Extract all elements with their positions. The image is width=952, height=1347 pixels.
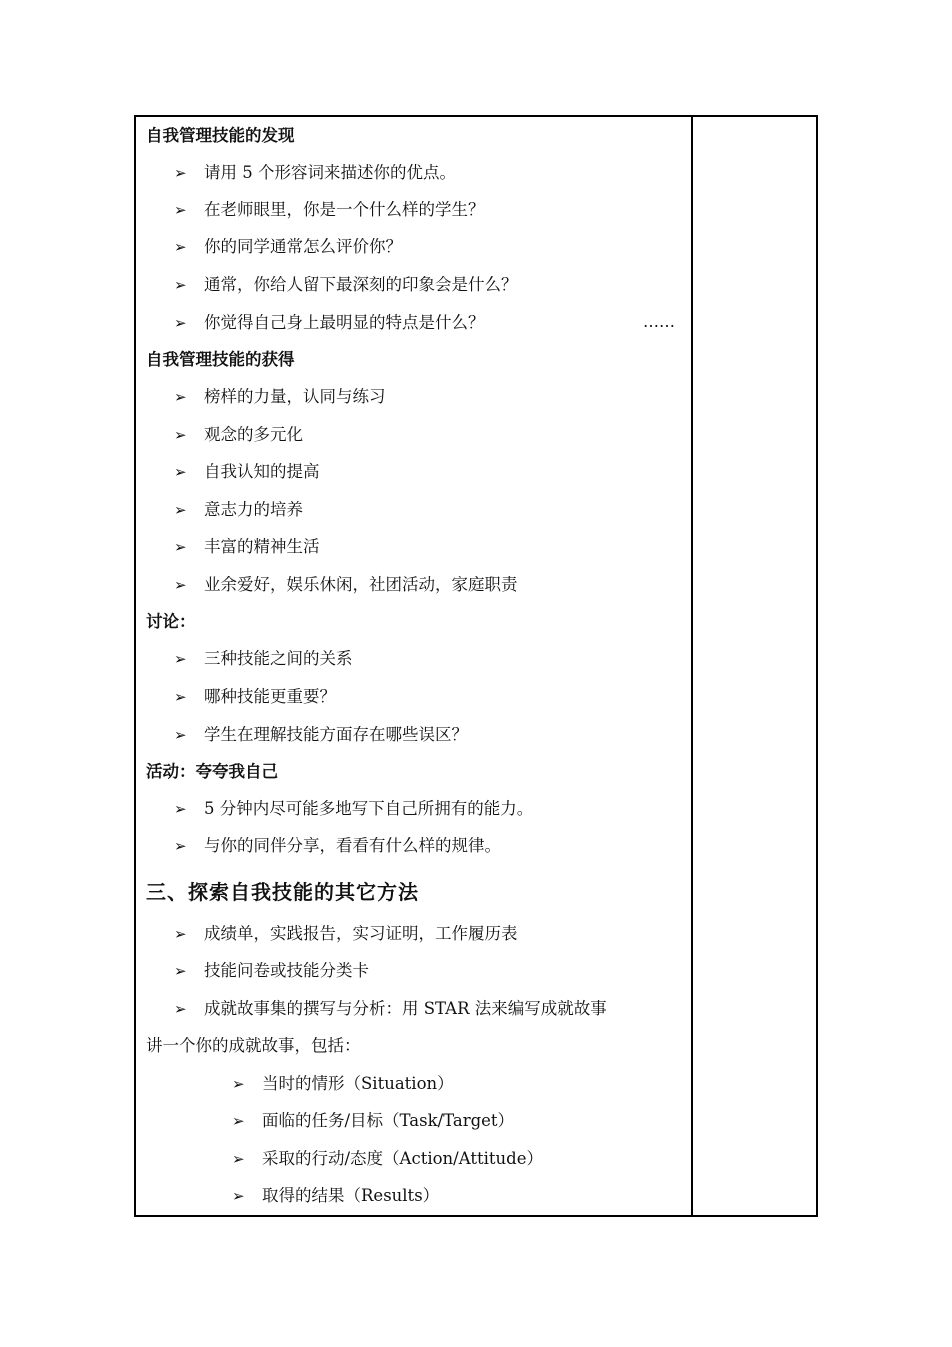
list-item: ➢ 业余爱好，娱乐休闲，社团活动，家庭职责 [174,575,518,594]
arrow-bullet-icon: ➢ [174,962,187,980]
list-item: ➢ 自我认知的提高 [174,462,320,481]
arrow-bullet-icon: ➢ [174,276,187,294]
section-title-acquisition: 自我管理技能的获得 [146,350,295,369]
ellipsis: …… [643,312,675,331]
list-item: ➢ 学生在理解技能方面存在哪些误区？ [174,725,468,744]
arrow-bullet-icon: ➢ [174,463,187,481]
list-item: ➢ 丰富的精神生活 [174,537,320,556]
section-title-activity: 活动：夸夸我自己 [146,762,278,781]
list-item: ➢ 成就故事集的撰写与分析：用 STAR 法来编写成就故事 [174,999,607,1018]
section-title-discovery: 自我管理技能的发现 [146,126,295,145]
arrow-bullet-icon: ➢ [174,538,187,556]
list-item: ➢ 你觉得自己身上最明显的特点是什么？ [174,313,485,332]
sub-list-item: ➢ 当时的情形（Situation） [232,1074,454,1093]
list-item: ➢ 与你的同伴分享，看看有什么样的规律。 [174,836,501,855]
arrow-bullet-icon: ➢ [232,1150,245,1168]
arrow-bullet-icon: ➢ [174,501,187,519]
arrow-bullet-icon: ➢ [174,650,187,668]
list-item: ➢ 在老师眼里，你是一个什么样的学生？ [174,200,485,219]
arrow-bullet-icon: ➢ [174,837,187,855]
lesson-table [134,115,818,1217]
arrow-bullet-icon: ➢ [174,576,187,594]
list-item: ➢ 成绩单，实践报告，实习证明，工作履历表 [174,924,518,943]
sub-list-item: ➢ 取得的结果（Results） [232,1186,440,1205]
arrow-bullet-icon: ➢ [174,164,187,182]
arrow-bullet-icon: ➢ [174,314,187,332]
list-item: ➢ 请用 5 个形容词来描述你的优点。 [174,163,456,182]
list-item: ➢ 5 分钟内尽可能多地写下自己所拥有的能力。 [174,799,534,818]
arrow-bullet-icon: ➢ [232,1112,245,1130]
list-item: ➢ 哪种技能更重要？ [174,687,336,706]
list-item: ➢ 观念的多元化 [174,425,303,444]
column-divider [691,117,693,1215]
arrow-bullet-icon: ➢ [232,1187,245,1205]
arrow-bullet-icon: ➢ [174,238,187,256]
section-title-discussion: 讨论： [146,612,196,631]
paragraph-continuation: 讲一个你的成就故事，包括： [146,1036,361,1055]
arrow-bullet-icon: ➢ [174,1000,187,1018]
list-item: ➢ 意志力的培养 [174,500,303,519]
arrow-bullet-icon: ➢ [174,726,187,744]
list-item: ➢ 技能问卷或技能分类卡 [174,961,369,980]
list-item: ➢ 三种技能之间的关系 [174,649,353,668]
arrow-bullet-icon: ➢ [174,426,187,444]
arrow-bullet-icon: ➢ [174,201,187,219]
list-item: ➢ 榜样的力量，认同与练习 [174,387,386,406]
arrow-bullet-icon: ➢ [174,688,187,706]
arrow-bullet-icon: ➢ [174,925,187,943]
arrow-bullet-icon: ➢ [174,388,187,406]
sub-list-item: ➢ 采取的行动/态度（Action/Attitude） [232,1149,543,1168]
list-item: ➢ 你的同学通常怎么评价你？ [174,237,402,256]
arrow-bullet-icon: ➢ [232,1075,245,1093]
sub-list-item: ➢ 面临的任务/目标（Task/Target） [232,1111,515,1130]
list-item: ➢ 通常，你给人留下最深刻的印象会是什么？ [174,275,518,294]
section-heading-methods: 三、探索自我技能的其它方法 [146,880,419,904]
arrow-bullet-icon: ➢ [174,800,187,818]
